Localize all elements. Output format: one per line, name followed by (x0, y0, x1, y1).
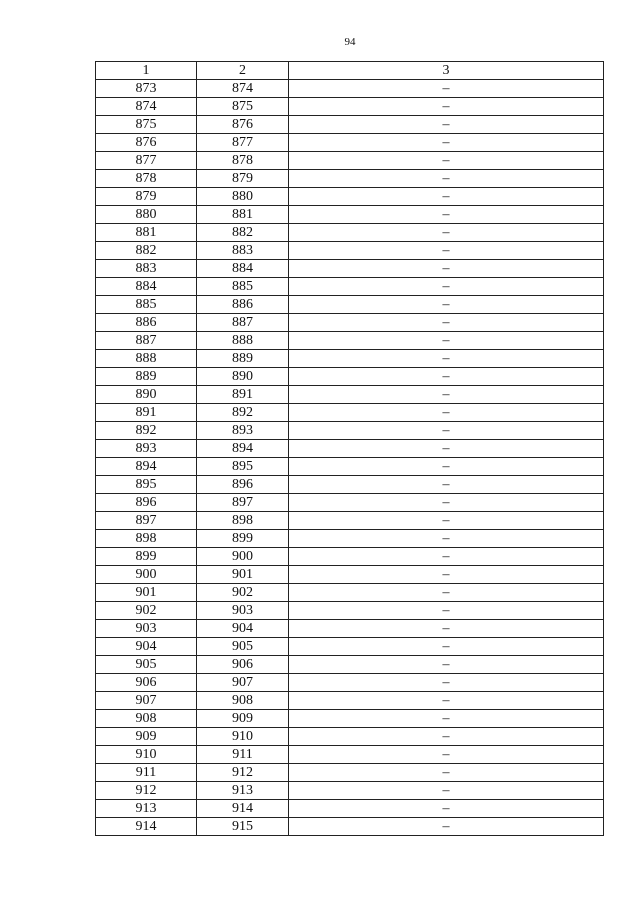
table-cell-col-2: 897 (197, 494, 289, 512)
table-row (96, 188, 604, 206)
table-cell-col-1: 886 (96, 314, 197, 332)
table-cell-col-3: – (289, 728, 604, 746)
table-cell-col-1: 896 (96, 494, 197, 512)
table-cell-col-2: 910 (197, 728, 289, 746)
table-cell-col-2: 905 (197, 638, 289, 656)
table-row (96, 422, 604, 440)
table-cell-col-2: 901 (197, 566, 289, 584)
table-cell-col-1: 892 (96, 422, 197, 440)
table-cell-col-2: 900 (197, 548, 289, 566)
table-cell-col-2: 904 (197, 620, 289, 638)
table-cell-col-3: – (289, 242, 604, 260)
table-cell-col-2: 889 (197, 350, 289, 368)
table-cell-col-2: 879 (197, 170, 289, 188)
table-cell-col-1: 907 (96, 692, 197, 710)
table-cell-col-3: – (289, 440, 604, 458)
table-cell-col-2: 885 (197, 278, 289, 296)
table-cell-col-2: 888 (197, 332, 289, 350)
table-cell-col-3: – (289, 746, 604, 764)
table-cell-col-3: – (289, 476, 604, 494)
table-cell-col-2: 912 (197, 764, 289, 782)
column-header-3: 3 (289, 62, 604, 80)
table-cell-col-1: 883 (96, 260, 197, 278)
table-row (96, 494, 604, 512)
table-cell-col-1: 884 (96, 278, 197, 296)
table-row (96, 530, 604, 548)
table-row (96, 386, 604, 404)
table-cell-col-1: 904 (96, 638, 197, 656)
table-cell-col-3: – (289, 674, 604, 692)
table-cell-col-1: 895 (96, 476, 197, 494)
table-cell-col-1: 911 (96, 764, 197, 782)
table-row (96, 260, 604, 278)
table-cell-col-2: 878 (197, 152, 289, 170)
table-cell-col-1: 912 (96, 782, 197, 800)
table-cell-col-3: – (289, 350, 604, 368)
data-table (95, 61, 604, 836)
table-cell-col-2: 915 (197, 818, 289, 836)
table-cell-col-3: – (289, 80, 604, 98)
table-cell-col-3: – (289, 494, 604, 512)
table-row (96, 440, 604, 458)
table-cell-col-2: 883 (197, 242, 289, 260)
table-cell-col-1: 900 (96, 566, 197, 584)
table-row (96, 134, 604, 152)
table-cell-col-1: 881 (96, 224, 197, 242)
table-cell-col-1: 882 (96, 242, 197, 260)
table-cell-col-2: 884 (197, 260, 289, 278)
table-row (96, 206, 604, 224)
table-cell-col-1: 879 (96, 188, 197, 206)
table-cell-col-3: – (289, 152, 604, 170)
table-row (96, 728, 604, 746)
table-cell-col-3: – (289, 206, 604, 224)
table-cell-col-2: 906 (197, 656, 289, 674)
table-body (96, 80, 604, 836)
table-row (96, 764, 604, 782)
table-cell-col-2: 909 (197, 710, 289, 728)
table-row (96, 404, 604, 422)
table-cell-col-2: 894 (197, 440, 289, 458)
table-row (96, 458, 604, 476)
table-row (96, 368, 604, 386)
table-row (96, 818, 604, 836)
table-cell-col-1: 875 (96, 116, 197, 134)
table-row (96, 242, 604, 260)
table-row (96, 152, 604, 170)
table-cell-col-3: – (289, 782, 604, 800)
table-cell-col-2: 903 (197, 602, 289, 620)
table-row (96, 566, 604, 584)
table-row (96, 710, 604, 728)
table-row (96, 638, 604, 656)
table-cell-col-3: – (289, 98, 604, 116)
table-cell-col-3: – (289, 422, 604, 440)
table-cell-col-1: 880 (96, 206, 197, 224)
table-cell-col-3: – (289, 512, 604, 530)
table-cell-col-3: – (289, 134, 604, 152)
table-cell-col-1: 914 (96, 818, 197, 836)
table-cell-col-3: – (289, 800, 604, 818)
table-cell-col-2: 886 (197, 296, 289, 314)
table-cell-col-3: – (289, 386, 604, 404)
table-cell-col-1: 906 (96, 674, 197, 692)
table-cell-col-1: 877 (96, 152, 197, 170)
table-cell-col-2: 902 (197, 584, 289, 602)
table-row (96, 332, 604, 350)
table-cell-col-3: – (289, 458, 604, 476)
table-cell-col-1: 898 (96, 530, 197, 548)
table-cell-col-1: 888 (96, 350, 197, 368)
table-cell-col-3: – (289, 530, 604, 548)
table-cell-col-1: 873 (96, 80, 197, 98)
table-cell-col-1: 905 (96, 656, 197, 674)
table-cell-col-1: 908 (96, 710, 197, 728)
table-cell-col-2: 887 (197, 314, 289, 332)
table-row (96, 800, 604, 818)
table-cell-col-1: 913 (96, 800, 197, 818)
table-cell-col-2: 908 (197, 692, 289, 710)
table-row (96, 350, 604, 368)
page-number: 94 (344, 36, 356, 48)
table-row (96, 116, 604, 134)
table-cell-col-3: – (289, 548, 604, 566)
table-cell-col-1: 909 (96, 728, 197, 746)
table-row (96, 296, 604, 314)
table-row (96, 476, 604, 494)
table-cell-col-3: – (289, 566, 604, 584)
table-cell-col-1: 891 (96, 404, 197, 422)
table-cell-col-1: 893 (96, 440, 197, 458)
table-cell-col-1: 897 (96, 512, 197, 530)
table-cell-col-3: – (289, 170, 604, 188)
table-cell-col-2: 895 (197, 458, 289, 476)
table-cell-col-3: – (289, 764, 604, 782)
table-row (96, 314, 604, 332)
table-cell-col-3: – (289, 710, 604, 728)
table-cell-col-1: 902 (96, 602, 197, 620)
table-cell-col-2: 890 (197, 368, 289, 386)
table-cell-col-1: 878 (96, 170, 197, 188)
table-cell-col-2: 891 (197, 386, 289, 404)
table-cell-col-2: 874 (197, 80, 289, 98)
table-cell-col-3: – (289, 368, 604, 386)
table-cell-col-2: 907 (197, 674, 289, 692)
table-cell-col-3: – (289, 224, 604, 242)
table-row (96, 620, 604, 638)
table-cell-col-3: – (289, 332, 604, 350)
table-row (96, 674, 604, 692)
table-cell-col-3: – (289, 314, 604, 332)
table-row (96, 278, 604, 296)
column-header-2: 2 (197, 62, 289, 80)
table-cell-col-2: 880 (197, 188, 289, 206)
table-cell-col-1: 876 (96, 134, 197, 152)
column-header-1: 1 (96, 62, 197, 80)
table-cell-col-3: – (289, 116, 604, 134)
table-cell-col-2: 914 (197, 800, 289, 818)
table-cell-col-2: 913 (197, 782, 289, 800)
table-cell-col-2: 876 (197, 116, 289, 134)
table-cell-col-2: 875 (197, 98, 289, 116)
table-cell-col-1: 890 (96, 386, 197, 404)
table-cell-col-2: 898 (197, 512, 289, 530)
table-cell-col-3: – (289, 188, 604, 206)
table-cell-col-3: – (289, 584, 604, 602)
table-cell-col-2: 892 (197, 404, 289, 422)
table-row (96, 782, 604, 800)
table-row (96, 584, 604, 602)
table-row (96, 224, 604, 242)
table-row (96, 98, 604, 116)
table-row (96, 656, 604, 674)
table-cell-col-1: 889 (96, 368, 197, 386)
table-cell-col-2: 896 (197, 476, 289, 494)
table-cell-col-1: 874 (96, 98, 197, 116)
table-cell-col-3: – (289, 620, 604, 638)
table-cell-col-2: 911 (197, 746, 289, 764)
table-cell-col-2: 893 (197, 422, 289, 440)
table-row (96, 548, 604, 566)
table-row (96, 170, 604, 188)
table-cell-col-3: – (289, 260, 604, 278)
table-cell-col-1: 887 (96, 332, 197, 350)
table-cell-col-2: 881 (197, 206, 289, 224)
table-row (96, 746, 604, 764)
table-cell-col-3: – (289, 692, 604, 710)
table-cell-col-3: – (289, 296, 604, 314)
table-cell-col-2: 877 (197, 134, 289, 152)
table-row (96, 512, 604, 530)
table-cell-col-3: – (289, 818, 604, 836)
table-cell-col-1: 903 (96, 620, 197, 638)
table-cell-col-1: 901 (96, 584, 197, 602)
table-cell-col-3: – (289, 638, 604, 656)
table-row (96, 602, 604, 620)
table-cell-col-1: 894 (96, 458, 197, 476)
table-cell-col-1: 899 (96, 548, 197, 566)
table-cell-col-3: – (289, 278, 604, 296)
table-cell-col-3: – (289, 656, 604, 674)
table-cell-col-1: 910 (96, 746, 197, 764)
table-header-row (96, 62, 604, 80)
table-row (96, 80, 604, 98)
table-cell-col-2: 882 (197, 224, 289, 242)
table-cell-col-3: – (289, 602, 604, 620)
table-cell-col-2: 899 (197, 530, 289, 548)
table-row (96, 692, 604, 710)
table-cell-col-1: 885 (96, 296, 197, 314)
table-cell-col-3: – (289, 404, 604, 422)
